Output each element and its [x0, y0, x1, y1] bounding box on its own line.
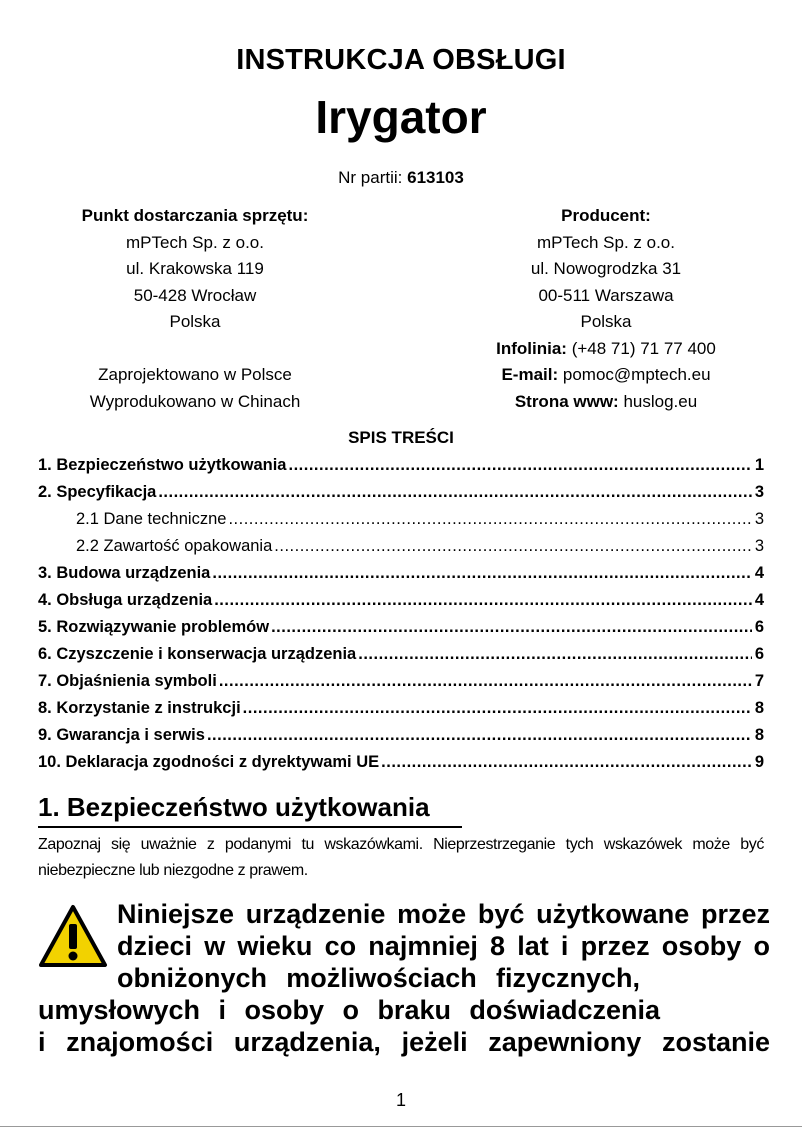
toc-item-page: 9 [754, 753, 764, 771]
toc-subitem[interactable] [38, 533, 764, 560]
toc-item[interactable] [38, 587, 764, 614]
email-label: E-mail: [501, 365, 559, 384]
toc-item[interactable] [38, 722, 764, 749]
website-value: huslog.eu [623, 391, 698, 411]
toc-item-page: 4 [754, 591, 764, 609]
hotline [456, 336, 756, 363]
toc-item-label: 8. Korzystanie z instrukcji [38, 699, 241, 717]
product-name: Irygator [315, 91, 487, 143]
producer-street: ul. Nowogrodzka 31 [530, 259, 682, 278]
toc-item-page: 6 [754, 645, 764, 663]
producer-company: mPTech Sp. z o.o. [537, 232, 675, 252]
toc-item-label: 3. Budowa urządzenia [38, 564, 211, 582]
toc-item[interactable] [38, 641, 764, 668]
table-of-contents [38, 452, 764, 776]
toc-item[interactable] [38, 614, 764, 641]
delivery-heading: Punkt dostarczania sprzętu: [81, 206, 309, 225]
toc-item-label: 2.2 Zawartość opakowania [76, 537, 273, 555]
toc-item[interactable] [38, 479, 764, 506]
warning-text [38, 898, 770, 1058]
made-in: Wyprodukowano w Chinach [89, 391, 301, 411]
toc-item-page: 7 [754, 672, 764, 690]
toc-item[interactable] [38, 695, 764, 722]
delivery-city: 50-428 Wrocław [133, 285, 257, 305]
toc-item-label: 10. Deklaracja zgodności z dyrektywami UE [38, 753, 380, 771]
document-title: INSTRUKCJA OBSŁUGI [236, 44, 566, 76]
website-label: Strona www: [514, 391, 619, 411]
spacer [45, 336, 345, 363]
warning-line: Niniejsze urządzenie może być użytkowane przez [117, 899, 770, 929]
designed-in: Zaprojektowano w Polsce [98, 365, 292, 384]
toc-item[interactable] [38, 452, 764, 479]
section-underline [38, 826, 462, 828]
delivery-street: ul. Krakowska 119 [126, 259, 264, 278]
website [456, 389, 756, 416]
toc-subitem[interactable] [38, 506, 764, 533]
producer-country: Polska [580, 312, 632, 331]
batch-label: Nr partii: [338, 168, 403, 187]
toc-item[interactable] [38, 749, 764, 776]
delivery-point-block [45, 203, 345, 415]
page-edge [0, 1126, 802, 1127]
email [456, 362, 756, 389]
warning-line: obniżonych możliwościach fizycznych, [117, 963, 640, 993]
producer-block [456, 203, 756, 415]
section-intro: Zapoznaj się uważnie z podanymi tu wskazówkami. Nieprzestrzeganie tych wskazówek może być niebezpieczne lub niezgodne z prawem. [38, 836, 764, 879]
toc-item-page: 3 [754, 510, 764, 528]
toc-item-page: 3 [754, 483, 764, 501]
toc-item[interactable] [38, 668, 764, 695]
email-value: pomoc@mptech.eu [562, 365, 711, 384]
producer-city: 00-511 Warszawa [538, 285, 674, 305]
toc-item-label: 1. Bezpieczeństwo użytkowania [38, 456, 287, 474]
toc-item-label: 9. Gwarancja i serwis [38, 726, 205, 744]
toc-item-label: 4. Obsługa urządzenia [38, 591, 213, 609]
delivery-company: mPTech Sp. z o.o. [126, 232, 264, 252]
hotline-value: (+48 71) 71 77 400 [571, 338, 716, 358]
toc-item-page: 1 [754, 456, 764, 474]
toc-item-page: 4 [754, 564, 764, 582]
toc-item-page: 8 [754, 699, 764, 717]
batch-info [0, 168, 802, 188]
toc-item-label: 5. Rozwiązywanie problemów [38, 618, 270, 636]
warning-line: umysłowych i osoby o braku doświadczenia [38, 995, 660, 1025]
toc-item-label: 2.1 Dane techniczne [76, 510, 227, 528]
toc-item-label: 7. Objaśnienia symboli [38, 672, 217, 690]
hotline-label: Infolinia: [496, 338, 567, 358]
toc-item-page: 6 [754, 618, 764, 636]
toc-item[interactable] [38, 560, 764, 587]
toc-item-page: 3 [754, 537, 764, 555]
delivery-country: Polska [169, 312, 221, 331]
toc-item-label: 6. Czyszczenie i konserwacja urządzenia [38, 645, 357, 663]
warning-line: i znajomości urządzenia, jeżeli zapewniony zostanie [38, 1027, 770, 1057]
toc-item-label: 2. Specyfikacja [38, 483, 157, 501]
toc-title: SPIS TREŚCI [348, 428, 454, 447]
page-number: 1 [395, 1090, 406, 1110]
warning-line: dzieci w wieku co najmniej 8 lat i przez osoby o [117, 931, 770, 961]
section-heading: 1. Bezpieczeństwo użytkowania [38, 792, 430, 822]
producer-heading: Producent: [561, 206, 651, 225]
toc-item-page: 8 [754, 726, 764, 744]
batch-number: 613103 [407, 168, 464, 187]
